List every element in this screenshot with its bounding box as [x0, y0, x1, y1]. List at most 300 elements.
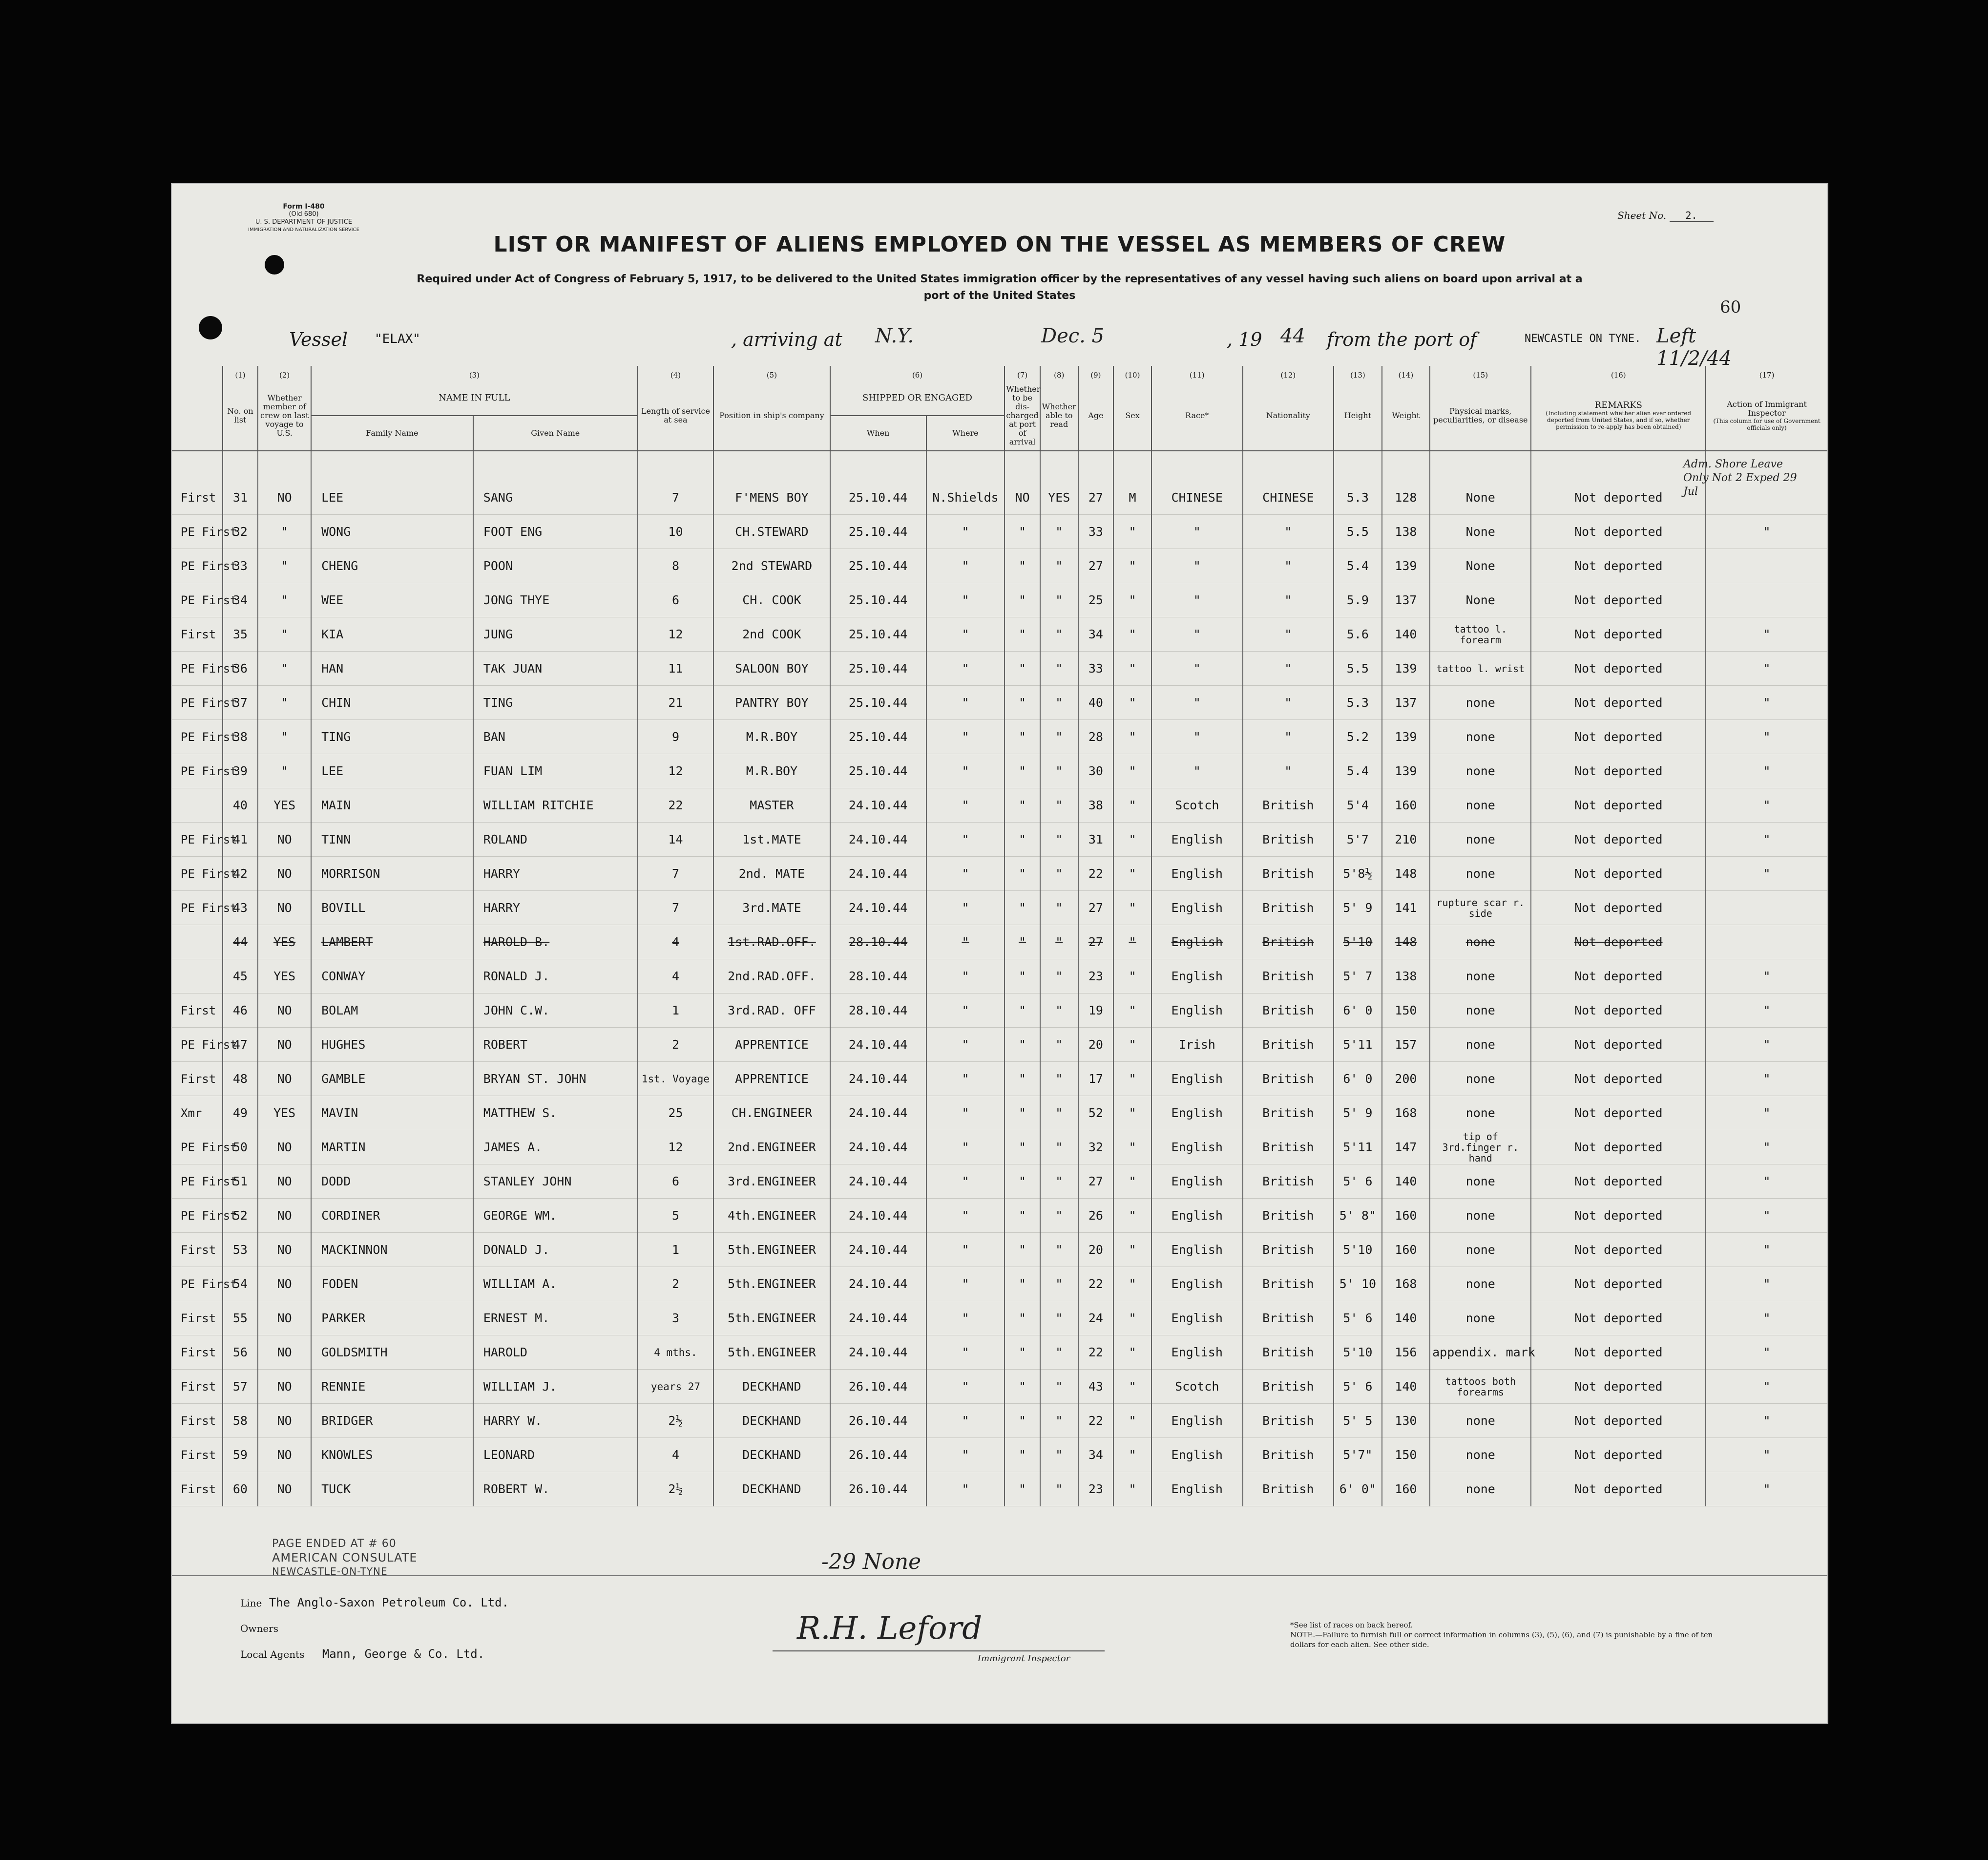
cell-able-to-read: "	[1040, 925, 1078, 959]
crew-row	[172, 1370, 1827, 1404]
arrival-date: Dec. 5	[1041, 325, 1105, 347]
cell-class-code: PE First	[172, 515, 223, 549]
cell-shipped-when: 24.10.44	[830, 891, 926, 925]
crew-row	[172, 823, 1827, 857]
cell-to-be-discharged: "	[1004, 617, 1040, 652]
cell-able-to-read: "	[1040, 993, 1078, 1028]
cell-shipped-where: "	[926, 583, 1005, 617]
cell-given-name: LEONARD	[473, 1438, 638, 1472]
cell-age: 27	[1078, 925, 1114, 959]
cell-to-be-discharged: "	[1004, 823, 1040, 857]
department: U. S. DEPARTMENT OF JUSTICE	[255, 218, 353, 226]
cell-race: English	[1151, 1062, 1243, 1096]
header-race: Race*	[1151, 380, 1243, 451]
crew-rows	[172, 451, 1827, 1506]
inspector-note: Adm. Shore Leave Only Not 2 Exped 29 Jul	[1683, 458, 1797, 498]
cell-shipped-where: "	[926, 1130, 1005, 1164]
cell-to-be-discharged: "	[1004, 857, 1040, 891]
crew-row	[172, 788, 1827, 823]
cell-previous-voyage: NO	[258, 1267, 311, 1301]
cell-service-length: years 27	[638, 1370, 714, 1404]
cell-class-code: First	[172, 451, 223, 515]
cell-family-name: LEE	[311, 754, 473, 788]
cell-previous-voyage: "	[258, 686, 311, 720]
cell-list-number: 52	[223, 1199, 258, 1233]
cell-remarks: Not deported	[1531, 1164, 1706, 1199]
cell-shipped-when: 25.10.44	[830, 754, 926, 788]
cell-height: 5.4	[1334, 754, 1381, 788]
cell-given-name: STANLEY JOHN	[473, 1164, 638, 1199]
cell-physical-marks: none	[1430, 925, 1531, 959]
footer-rule	[172, 1575, 1827, 1576]
cell-given-name: HARRY	[473, 891, 638, 925]
cell-height: 5.4	[1334, 549, 1381, 583]
col-num-8: (8)	[1040, 366, 1078, 380]
cell-age: 17	[1078, 1062, 1114, 1096]
cell-list-number: 55	[223, 1301, 258, 1335]
header-age: Age	[1078, 380, 1114, 451]
cell-inspector-action: "	[1706, 1164, 1827, 1199]
stamp-city: NEWCASTLE-ON-TYNE	[272, 1565, 388, 1577]
cell-shipped-where: "	[926, 720, 1005, 754]
cell-shipped-when: 26.10.44	[830, 1472, 926, 1506]
cell-height: 5'10	[1334, 925, 1381, 959]
cell-remarks: Not deported	[1531, 1028, 1706, 1062]
cell-physical-marks: none	[1430, 959, 1531, 993]
cell-physical-marks: none	[1430, 1199, 1531, 1233]
cell-class-code: First	[172, 1404, 223, 1438]
arrival-port: N.Y.	[875, 325, 914, 347]
crew-row	[172, 1028, 1827, 1062]
cell-nationality: British	[1243, 857, 1334, 891]
col-num-15: (15)	[1430, 366, 1531, 380]
cell-inspector-action: "	[1706, 686, 1827, 720]
cell-race: English	[1151, 857, 1243, 891]
cell-family-name: TING	[311, 720, 473, 754]
cell-shipped-where: "	[926, 1472, 1005, 1506]
cell-race: "	[1151, 549, 1243, 583]
cell-position: 2nd STEWARD	[713, 549, 830, 583]
cell-able-to-read: "	[1040, 1370, 1078, 1404]
cell-weight: 157	[1382, 1028, 1430, 1062]
cell-service-length: 1	[638, 1233, 714, 1267]
cell-nationality: British	[1243, 1096, 1334, 1130]
cell-shipped-where: "	[926, 857, 1005, 891]
cell-sex: "	[1113, 1267, 1151, 1301]
vessel-name: "ELAX"	[375, 332, 420, 346]
cell-service-length: 6	[638, 583, 714, 617]
cell-to-be-discharged: NO	[1004, 451, 1040, 515]
cell-physical-marks: none	[1430, 754, 1531, 788]
signature-line	[773, 1650, 1105, 1651]
cell-class-code: First	[172, 1233, 223, 1267]
header-position: Position in ship's company	[713, 380, 830, 451]
crew-row	[172, 1472, 1827, 1506]
cell-inspector-action: "	[1706, 617, 1827, 652]
cell-class-code: PE First	[172, 686, 223, 720]
cell-inspector-action: "	[1706, 1335, 1827, 1370]
cell-weight: 160	[1382, 1472, 1430, 1506]
cell-nationality: British	[1243, 1370, 1334, 1404]
cell-race: "	[1151, 754, 1243, 788]
cell-remarks: Not deported	[1531, 617, 1706, 652]
cell-position: 5th.ENGINEER	[713, 1267, 830, 1301]
cell-position: CH.ENGINEER	[713, 1096, 830, 1130]
cell-able-to-read: "	[1040, 720, 1078, 754]
crew-row	[172, 1404, 1827, 1438]
cell-shipped-where: "	[926, 1199, 1005, 1233]
crew-row	[172, 583, 1827, 617]
cell-service-length: 4	[638, 959, 714, 993]
cell-given-name: ROBERT	[473, 1028, 638, 1062]
cell-able-to-read: "	[1040, 1233, 1078, 1267]
cell-age: 34	[1078, 617, 1114, 652]
cell-height: 5'4	[1334, 788, 1381, 823]
cell-to-be-discharged: "	[1004, 1335, 1040, 1370]
cell-class-code: PE First	[172, 1028, 223, 1062]
cell-previous-voyage: "	[258, 583, 311, 617]
crew-row	[172, 451, 1827, 515]
header-able-to-read: Whether able to read	[1040, 380, 1078, 451]
cell-shipped-where: "	[926, 1267, 1005, 1301]
crew-row	[172, 959, 1827, 993]
cell-age: 27	[1078, 451, 1114, 515]
agents-value: Mann, George & Co. Ltd.	[322, 1647, 485, 1661]
cell-inspector-action: "	[1706, 823, 1827, 857]
inspector-title: Action of Immigrant Inspector	[1727, 399, 1807, 418]
cell-previous-voyage: "	[258, 549, 311, 583]
cell-shipped-when: 26.10.44	[830, 1438, 926, 1472]
cell-inspector-action: "	[1706, 857, 1827, 891]
cell-nationality: "	[1243, 686, 1334, 720]
cell-family-name: FODEN	[311, 1267, 473, 1301]
col-num-5: (5)	[713, 366, 830, 380]
cell-race: "	[1151, 686, 1243, 720]
cell-remarks: Not deported	[1531, 1438, 1706, 1472]
cell-to-be-discharged: "	[1004, 1130, 1040, 1164]
cell-previous-voyage: NO	[258, 1164, 311, 1199]
cell-weight: 148	[1382, 857, 1430, 891]
cell-shipped-where: "	[926, 652, 1005, 686]
cell-height: 5'7"	[1334, 1438, 1381, 1472]
col-num-17: (17)	[1706, 366, 1827, 380]
cell-remarks: Not deported	[1531, 1472, 1706, 1506]
cell-shipped-where: "	[926, 1370, 1005, 1404]
cell-age: 22	[1078, 1404, 1114, 1438]
cell-given-name: JONG THYE	[473, 583, 638, 617]
cell-shipped-where: "	[926, 959, 1005, 993]
cell-weight: 141	[1382, 891, 1430, 925]
cell-remarks: Not deported	[1531, 1267, 1706, 1301]
cell-shipped-when: 24.10.44	[830, 1028, 926, 1062]
cell-nationality: CHINESE	[1243, 451, 1334, 515]
cell-race: English	[1151, 891, 1243, 925]
year-prefix: , 19	[1227, 329, 1262, 350]
cell-previous-voyage: "	[258, 617, 311, 652]
cell-race: English	[1151, 1164, 1243, 1199]
header-no-on-list: No. on list	[223, 380, 258, 451]
cell-able-to-read: "	[1040, 823, 1078, 857]
cell-age: 30	[1078, 754, 1114, 788]
cell-age: 24	[1078, 1301, 1114, 1335]
cell-class-code: First	[172, 617, 223, 652]
cell-to-be-discharged: "	[1004, 515, 1040, 549]
cell-class-code: PE First	[172, 720, 223, 754]
inspector-subtitle: (This column for use of Government officials only)	[1713, 417, 1821, 431]
cell-physical-marks: tip of 3rd.finger r. hand	[1430, 1130, 1531, 1164]
cell-remarks: Not deported	[1531, 891, 1706, 925]
cell-position: 2nd COOK	[713, 617, 830, 652]
sheet-number	[1617, 210, 1714, 222]
cell-weight: 160	[1382, 1199, 1430, 1233]
cell-to-be-discharged: "	[1004, 1199, 1040, 1233]
cell-weight: 148	[1382, 925, 1430, 959]
agents-label: Local Agents	[240, 1649, 305, 1660]
cell-physical-marks: none	[1430, 720, 1531, 754]
cell-race: "	[1151, 583, 1243, 617]
cell-height: 5.5	[1334, 652, 1381, 686]
cell-age: 19	[1078, 993, 1114, 1028]
remarks-subtitle: (Including statement whether alien ever ordered deported from United States, and if so, whether permission to re-apply has been obtained)	[1546, 409, 1692, 430]
penalty-note: NOTE.—Failure to furnish full or correct information in columns (3), (5), (6), and (7) is punishable by a fine of ten dollars for each alien. See other side.	[1290, 1630, 1713, 1649]
cell-list-number: 51	[223, 1164, 258, 1199]
cell-given-name: HAROLD	[473, 1335, 638, 1370]
header-when: When	[830, 416, 926, 451]
cell-shipped-where: "	[926, 617, 1005, 652]
cell-previous-voyage: YES	[258, 925, 311, 959]
cell-height: 5' 8"	[1334, 1199, 1381, 1233]
cell-remarks: Not deported	[1531, 1404, 1706, 1438]
cell-sex: "	[1113, 993, 1151, 1028]
cell-remarks: Not deported	[1531, 754, 1706, 788]
cell-class-code	[172, 788, 223, 823]
cell-position: 5th.ENGINEER	[713, 1335, 830, 1370]
arriving-label: , arriving at	[731, 329, 842, 350]
cell-service-length: 12	[638, 1130, 714, 1164]
cell-sex: "	[1113, 1404, 1151, 1438]
cell-inspector-action: "	[1706, 1438, 1827, 1472]
cell-list-number: 40	[223, 788, 258, 823]
cell-nationality: British	[1243, 1062, 1334, 1096]
cell-able-to-read: "	[1040, 617, 1078, 652]
cell-given-name: FUAN LIM	[473, 754, 638, 788]
cell-previous-voyage: NO	[258, 1301, 311, 1335]
cell-weight: 128	[1382, 451, 1430, 515]
cell-list-number: 45	[223, 959, 258, 993]
cell-height: 5' 9	[1334, 891, 1381, 925]
cell-position: PANTRY BOY	[713, 686, 830, 720]
cell-previous-voyage: "	[258, 720, 311, 754]
cell-service-length: 22	[638, 788, 714, 823]
cell-age: 33	[1078, 652, 1114, 686]
service: IMMIGRATION AND NATURALIZATION SERVICE	[248, 227, 359, 232]
cell-class-code: First	[172, 1062, 223, 1096]
cell-class-code: PE First	[172, 857, 223, 891]
cell-sex: "	[1113, 925, 1151, 959]
cell-nationality: "	[1243, 515, 1334, 549]
cell-race: English	[1151, 823, 1243, 857]
cell-race: English	[1151, 1301, 1243, 1335]
stamp-consulate: AMERICAN CONSULATE	[272, 1551, 418, 1564]
consulate-stamp	[272, 1537, 418, 1578]
cell-list-number: 50	[223, 1130, 258, 1164]
cell-position: CH. COOK	[713, 583, 830, 617]
cell-list-number: 59	[223, 1438, 258, 1472]
cell-race: Scotch	[1151, 1370, 1243, 1404]
cell-to-be-discharged: "	[1004, 993, 1040, 1028]
cell-nationality: British	[1243, 1404, 1334, 1438]
cell-height: 5' 6	[1334, 1301, 1381, 1335]
cell-sex: "	[1113, 652, 1151, 686]
cell-shipped-where: "	[926, 1028, 1005, 1062]
cell-height: 5' 7	[1334, 959, 1381, 993]
cell-nationality: British	[1243, 993, 1334, 1028]
cell-position: 4th.ENGINEER	[713, 1199, 830, 1233]
col-num-16: (16)	[1531, 366, 1706, 380]
cell-list-number: 35	[223, 617, 258, 652]
header-service-length: Length of service at sea	[638, 380, 714, 451]
cell-shipped-where: N.Shields	[926, 451, 1005, 515]
cell-sex: M	[1113, 451, 1151, 515]
col-num-4: (4)	[638, 366, 714, 380]
cell-age: 26	[1078, 1199, 1114, 1233]
cell-race: English	[1151, 1335, 1243, 1370]
cell-to-be-discharged: "	[1004, 1472, 1040, 1506]
cell-sex: "	[1113, 1199, 1151, 1233]
cell-able-to-read: "	[1040, 549, 1078, 583]
cell-shipped-where: "	[926, 1096, 1005, 1130]
cell-age: 28	[1078, 720, 1114, 754]
cell-list-number: 53	[223, 1233, 258, 1267]
cell-remarks: Not deported	[1531, 515, 1706, 549]
cell-inspector-action: "	[1706, 993, 1827, 1028]
cell-position: 2nd. MATE	[713, 857, 830, 891]
cell-race: English	[1151, 1267, 1243, 1301]
cell-able-to-read: "	[1040, 1404, 1078, 1438]
cell-position: 2nd.RAD.OFF.	[713, 959, 830, 993]
cell-race: CHINESE	[1151, 451, 1243, 515]
cell-nationality: "	[1243, 720, 1334, 754]
cell-physical-marks: none	[1430, 788, 1531, 823]
cell-inspector-action: "	[1706, 754, 1827, 788]
cell-nationality: "	[1243, 754, 1334, 788]
cell-family-name: MAVIN	[311, 1096, 473, 1130]
cell-weight: 138	[1382, 515, 1430, 549]
stamp-page-ended: PAGE ENDED AT # 60	[272, 1538, 397, 1550]
cell-physical-marks: none	[1430, 1028, 1531, 1062]
cell-height: 6' 0	[1334, 993, 1381, 1028]
cell-weight: 138	[1382, 959, 1430, 993]
crew-row	[172, 754, 1827, 788]
cell-age: 25	[1078, 583, 1114, 617]
cell-family-name: TINN	[311, 823, 473, 857]
cell-able-to-read: "	[1040, 1130, 1078, 1164]
cell-race: Irish	[1151, 1028, 1243, 1062]
cell-previous-voyage: NO	[258, 1404, 311, 1438]
cell-nationality: British	[1243, 788, 1334, 823]
cell-inspector-action: "	[1706, 1233, 1827, 1267]
cell-sex: "	[1113, 1472, 1151, 1506]
crew-row	[172, 1335, 1827, 1370]
cell-list-number: 41	[223, 823, 258, 857]
remarks-title: REMARKS	[1594, 400, 1642, 410]
cell-weight: 130	[1382, 1404, 1430, 1438]
cell-sex: "	[1113, 754, 1151, 788]
column-number-row	[172, 366, 1827, 380]
cell-shipped-when: 24.10.44	[830, 857, 926, 891]
col-num-1: (1)	[223, 366, 258, 380]
crew-row	[172, 1096, 1827, 1130]
cell-list-number: 49	[223, 1096, 258, 1130]
cell-previous-voyage: NO	[258, 1028, 311, 1062]
cell-shipped-where: "	[926, 925, 1005, 959]
cell-family-name: CORDINER	[311, 1199, 473, 1233]
cell-height: 5'10	[1334, 1233, 1381, 1267]
cell-physical-marks: none	[1430, 1404, 1531, 1438]
cell-position: 5th.ENGINEER	[713, 1301, 830, 1335]
cell-shipped-when: 28.10.44	[830, 959, 926, 993]
cell-height: 5' 10	[1334, 1267, 1381, 1301]
cell-position: 5th.ENGINEER	[713, 1233, 830, 1267]
cell-service-length: 12	[638, 754, 714, 788]
cell-height: 5.3	[1334, 686, 1381, 720]
footer-agents	[240, 1647, 484, 1661]
cell-to-be-discharged: "	[1004, 549, 1040, 583]
cell-able-to-read: "	[1040, 1164, 1078, 1199]
line-value: The Anglo-Saxon Petroleum Co. Ltd.	[269, 1596, 509, 1609]
cell-sex: "	[1113, 1370, 1151, 1404]
cell-age: 38	[1078, 788, 1114, 823]
cell-age: 32	[1078, 1130, 1114, 1164]
cell-sex: "	[1113, 1335, 1151, 1370]
cell-to-be-discharged: "	[1004, 959, 1040, 993]
sheet-label: Sheet No.	[1617, 210, 1667, 221]
cell-previous-voyage: NO	[258, 1370, 311, 1404]
cell-age: 27	[1078, 1164, 1114, 1199]
cell-service-length: 4 mths.	[638, 1335, 714, 1370]
cell-given-name: ROLAND	[473, 823, 638, 857]
cell-remarks: Not deported	[1531, 1199, 1706, 1233]
cell-age: 22	[1078, 1267, 1114, 1301]
header-given-name: Given Name	[473, 416, 638, 451]
cell-age: 20	[1078, 1233, 1114, 1267]
cell-given-name: HARRY	[473, 857, 638, 891]
cell-weight: 210	[1382, 823, 1430, 857]
cell-given-name: GEORGE WM.	[473, 1199, 638, 1233]
cell-physical-marks: rupture scar r. side	[1430, 891, 1531, 925]
cell-race: Scotch	[1151, 788, 1243, 823]
cell-position: 2nd.ENGINEER	[713, 1130, 830, 1164]
cell-sex: "	[1113, 823, 1151, 857]
cell-race: "	[1151, 617, 1243, 652]
form-number: Form I-480	[283, 203, 325, 211]
header-sex: Sex	[1113, 380, 1151, 451]
cell-given-name: RONALD J.	[473, 959, 638, 993]
cell-sex: "	[1113, 1233, 1151, 1267]
cell-shipped-where: "	[926, 788, 1005, 823]
cell-physical-marks: appendix. mark	[1430, 1335, 1531, 1370]
cell-class-code	[172, 959, 223, 993]
crew-row	[172, 891, 1827, 925]
cell-class-code: PE First	[172, 1267, 223, 1301]
cell-shipped-where: "	[926, 1404, 1005, 1438]
cell-nationality: British	[1243, 1028, 1334, 1062]
cell-shipped-where: "	[926, 515, 1005, 549]
cell-race: English	[1151, 1130, 1243, 1164]
cell-list-number: 32	[223, 515, 258, 549]
header-name-in-full: NAME IN FULL	[311, 380, 638, 416]
cell-family-name: WONG	[311, 515, 473, 549]
